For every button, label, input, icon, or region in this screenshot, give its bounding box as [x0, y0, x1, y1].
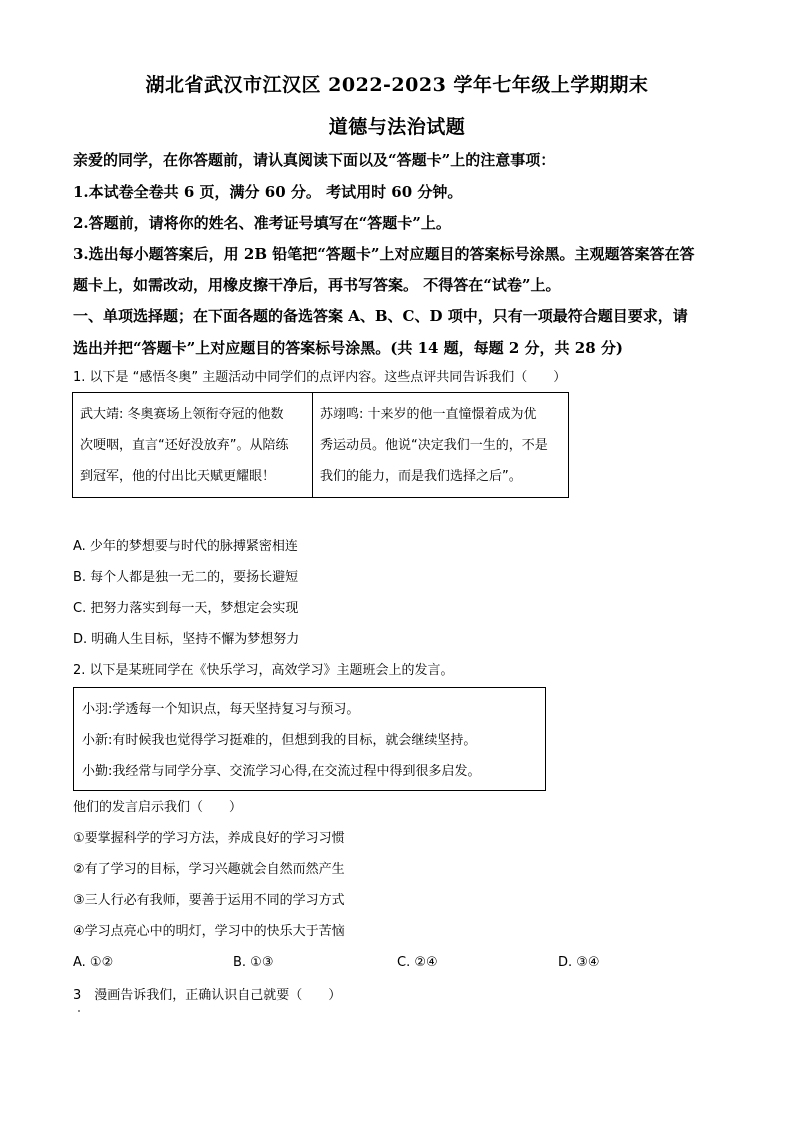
- question-2-choice-b: B. ①③: [233, 955, 274, 970]
- question-1-option-c: C. 把努力落实到每一天，梦想定会实现: [73, 601, 299, 616]
- instruction-item-1: 1.本试卷全卷共 6 页，满分 60 分。 考试用时 60 分钟。: [73, 183, 463, 201]
- question-2-statement-1: ①要掌握科学的学习方法，养成良好的学习习惯: [73, 831, 345, 846]
- material-line: 到冠军，他的付出比天赋更耀眼！: [80, 469, 276, 484]
- material-cell-right: [313, 393, 568, 497]
- question-1-material-table: [72, 392, 569, 498]
- question-1-option-a: A. 少年的梦想要与时代的脉搏紧密相连: [73, 539, 298, 554]
- question-2-choice-c: C. ②④: [397, 955, 438, 970]
- material-line: 秀运动员。他说“决定我们一生的，不是: [320, 438, 548, 453]
- instruction-item-3-cont: 题卡上，如需改动，用橡皮擦干净后，再书写答案。 不得答在“试卷”上。: [73, 276, 561, 294]
- question-2-statement-2: ②有了学习的目标，学习兴趣就会自然而然产生: [73, 862, 345, 877]
- question-1-stem: 1. 以下是 “感悟冬奥” 主题活动中同学们的点评内容。这些点评共同告诉我们（ ）: [73, 370, 567, 385]
- instruction-item-2: 2.答题前，请将你的姓名、准考证号填写在“答题卡”上。: [73, 214, 451, 232]
- question-1-option-d: D. 明确人生目标，坚持不懈为梦想努力: [73, 632, 300, 647]
- material-line: 我们的能力，而是我们选择之后”。: [320, 469, 522, 484]
- material-line: 武大靖: 冬奥赛场上领衔夺冠的他数: [80, 407, 284, 422]
- question-2-choice-a: A. ①②: [73, 955, 114, 970]
- question-2-prompt: 他们的发言启示我们（ ）: [73, 800, 243, 815]
- question-2-statement-3: ③三人行必有我师，要善于运用不同的学习方式: [73, 893, 345, 908]
- material-cell-left: [73, 393, 313, 497]
- image-placeholder-dot: [78, 1010, 80, 1012]
- exam-subtitle: 道德与法治试题: [328, 116, 466, 138]
- section-heading: 一、单项选择题；在下面各题的备选答案 A、B、C、D 项中，只有一项最符合题目要求，请: [73, 307, 688, 325]
- question-3-stem: 3 漫画告诉我们，正确认识自己就要（ ）: [73, 988, 342, 1003]
- material-line: 小羽:学透每一个知识点，每天坚持复习与预习。: [82, 702, 360, 717]
- exam-title: 湖北省武汉市江汉区 2022-2023 学年七年级上学期期末: [145, 74, 649, 96]
- question-2-stem: 2. 以下是某班同学在《快乐学习，高效学习》主题班会上的发言。: [73, 663, 454, 678]
- section-heading-cont: 选出并把“答题卡”上对应题目的答案标号涂黑。(共 14 题，每题 2 分，共 28 分): [73, 339, 623, 357]
- material-line: 小新:有时候我也觉得学习挺难的，但想到我的目标，就会继续坚持。: [82, 733, 477, 748]
- question-2-statement-4: ④学习点亮心中的明灯，学习中的快乐大于苦恼: [73, 924, 345, 939]
- material-line: 次哽咽，直言“还好没放弃”。从陪练: [80, 438, 289, 453]
- material-line: 苏翊鸣: 十来岁的他一直憧憬着成为优: [320, 407, 537, 422]
- material-line: 小勤:我经常与同学分享、交流学习心得,在交流过程中得到很多启发。: [82, 764, 481, 779]
- question-2-choice-d: D. ③④: [558, 955, 600, 970]
- instruction-item-3: 3.选出每小题答案后，用 2B 铅笔把“答题卡”上对应题目的答案标号涂黑。主观题答案答在答: [73, 245, 695, 263]
- question-2-material-box: [73, 687, 546, 791]
- instructions-intro: 亲爱的同学，在你答题前，请认真阅读下面以及“答题卡”上的注意事项：: [73, 151, 556, 169]
- question-1-option-b: B. 每个人都是独一无二的，要扬长避短: [73, 570, 299, 585]
